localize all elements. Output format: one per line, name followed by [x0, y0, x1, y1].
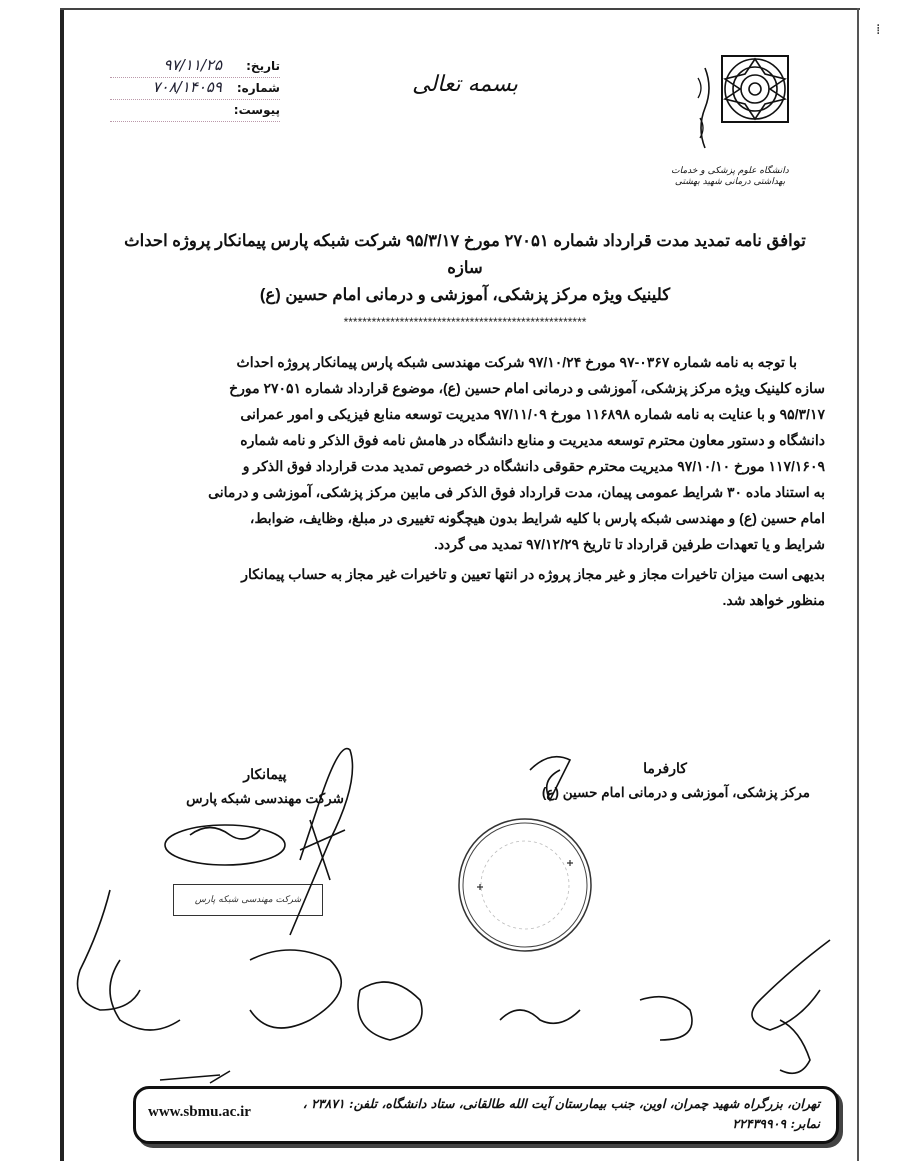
body-line: با توجه به نامه شماره ۰۳۶۷-۹۷ مورخ ۹۷/۱۰/۲۴ شرکت مهندسی شبکه پارس پیمانکار پروژه احداث — [236, 354, 797, 370]
website-link[interactable]: www.sbmu.ac.ir — [148, 1104, 251, 1120]
scan-edge-top — [60, 8, 860, 10]
contractor-name: شرکت مهندسی شبکه پارس — [186, 791, 344, 806]
body-line: سازه کلینیک ویژه مرکز پزشکی، آموزشی و درمانی امام حسین (ع)، موضوع قرارداد شماره ۲۷۰۵۱ مورخ — [229, 380, 825, 396]
date-label: تاریخ: — [246, 59, 280, 73]
body-line: بدیهی است میزان تاخیرات مجاز و غیر مجاز پروژه در انتها تعیین و تاخیرات غیر مجاز به حساب پیمانکار — [241, 566, 825, 582]
official-seal-icon — [455, 815, 595, 955]
document-content — [105, 228, 825, 613]
logo-text: دانشگاه علوم پزشکی و خدمات بهداشتی درمانی شهید بهشتی — [671, 166, 789, 187]
contractor-stamp: شرکت مهندسی شبکه پارس — [173, 884, 323, 916]
letter-meta — [110, 56, 280, 122]
body-line: دانشگاه و دستور معاون محترم توسعه مدیریت و منابع دانشگاه در هامش نامه فوق الذکر و نامه شماره — [240, 432, 825, 448]
agreement-body — [105, 349, 825, 613]
document-title — [105, 228, 825, 309]
date-value: ۹۷/۱۱/۲۵ — [163, 56, 222, 74]
number-label: شماره: — [236, 81, 280, 95]
contractor-title: پیمانکار — [243, 766, 287, 782]
body-line: امام حسین (ع) و مهندسی شبکه پارس با کلیه شرایط بدون هیچگونه تغییری در مبلغ، وظایف، ضوابط، — [249, 510, 825, 526]
contractor-signature-oval — [165, 825, 285, 865]
body-line: ۹۵/۳/۱۷ و با عنایت به نامه شماره ۱۱۶۸۹۸ مورخ ۹۷/۱۱/۰۹ مدیریت توسعه منابع فیزیکی و امور عمرانی — [240, 406, 825, 422]
footer-address: تهران، بزرگراه شهید چمران، اوین، جنب بیمارستان آیت الله طالقانی، ستاد دانشگاه، تلفن: ۲۳۸۷۱ ، نمابر: ۲۲۴۳۹۹۰۹ — [302, 1096, 820, 1131]
bismillah-heading: بسمه تعالی — [412, 72, 518, 97]
attachment-row — [110, 100, 280, 122]
logo-emblem-icon — [660, 48, 800, 166]
letterhead-footer — [133, 1086, 839, 1144]
body-line: شرایط و یا تعهدات طرفین قرارداد تا تاریخ ۹۷/۱۲/۲۹ تمدید می گردد. — [433, 536, 825, 552]
title-separator: **************************************************** — [343, 315, 587, 329]
body-line: به استناد ماده ۳۰ شرایط عمومی پیمان، مدت قرارداد فوق الذکر فی مابین مرکز پزشکی، آموزشی و درمانی — [208, 484, 825, 500]
employer-name: مرکز پزشکی، آموزشی و درمانی امام حسین (ع) — [541, 785, 810, 800]
date-row — [110, 56, 280, 78]
scan-mark: ⁞ — [876, 22, 881, 38]
employer-title: کارفرما — [643, 760, 687, 776]
scan-edge-right — [857, 8, 859, 1161]
title-line-2: کلینیک ویژه مرکز پزشکی، آموزشی و درمانی امام حسین (ع) — [259, 286, 671, 304]
title-line-1: توافق نامه تمدید مدت قرارداد شماره ۲۷۰۵۱ مورخ ۹۵/۳/۱۷ شرکت شبکه پارس پیمانکار پروژه احداث سازه — [124, 232, 806, 277]
number-row — [110, 78, 280, 100]
body-line: ۱۱۷/۱۶۰۹ مورخ ۹۷/۱۰/۱۰ مدیریت محترم حقوقی دانشگاه در خصوص تمدید مدت قرارداد فوق الذکر و — [242, 458, 825, 474]
contractor-signature-block — [140, 766, 390, 807]
body-line: منظور خواهد شد. — [722, 592, 825, 608]
attachment-label: پیوست: — [233, 103, 280, 117]
university-logo — [660, 48, 800, 198]
employer-signature-block — [520, 760, 810, 801]
number-value: ۷۰۸/۱۴۰۵۹ — [152, 78, 222, 96]
scan-edge-left — [60, 8, 64, 1161]
